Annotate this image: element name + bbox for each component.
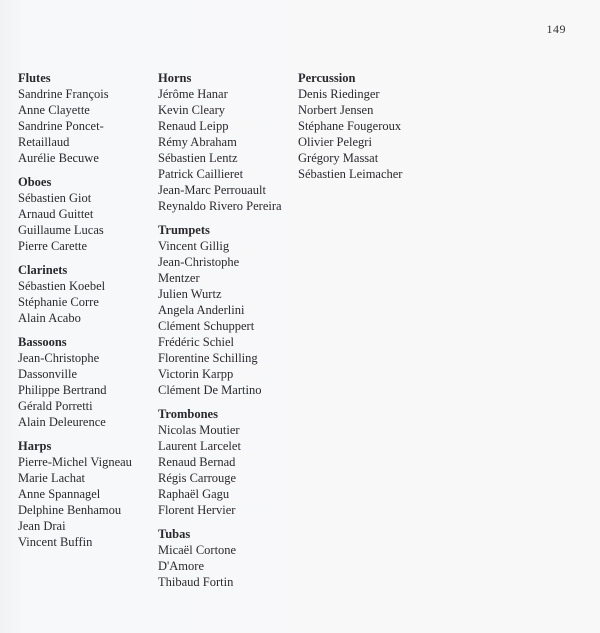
musician-name: Philippe Bertrand <box>18 383 107 397</box>
section-trombones <box>158 406 308 518</box>
musician-name: Florentine Schilling <box>158 351 258 365</box>
name-list <box>158 542 308 590</box>
section-title: Flutes <box>18 71 51 85</box>
musician-name: Guillaume Lucas <box>18 223 104 237</box>
musician-name: Thibaud Fortin <box>158 575 234 589</box>
section-percussion <box>298 70 448 182</box>
musician-name: Anne Clayette <box>18 103 90 117</box>
musician-name: Renaud Leipp <box>158 119 229 133</box>
musician-name: Clément De Martino <box>158 383 262 397</box>
musician-name: Mentzer <box>158 271 200 285</box>
column-1 <box>18 70 168 558</box>
musician-name: Kevin Cleary <box>158 103 225 117</box>
section-flutes <box>18 70 168 166</box>
section-clarinets <box>18 262 168 326</box>
musician-name: Patrick Caillieret <box>158 167 244 181</box>
name-list <box>18 86 168 166</box>
musician-name: Nicolas Moutier <box>158 423 240 437</box>
musician-name: Jean-Christophe <box>158 255 240 269</box>
section-harps <box>18 438 168 550</box>
section-horns <box>158 70 308 214</box>
musician-name: Delphine Benhamou <box>18 503 122 517</box>
musician-name: Frédéric Schiel <box>158 335 235 349</box>
musician-name: Denis Riedinger <box>298 87 380 101</box>
musician-name: Raphaël Gagu <box>158 487 230 501</box>
name-list <box>18 350 168 430</box>
musician-name: Reynaldo Rivero Pereira <box>158 199 282 213</box>
musician-name: Rémy Abraham <box>158 135 237 149</box>
musician-name: Sébastien Leimacher <box>298 167 403 181</box>
musician-name: Anne Spannagel <box>18 487 101 501</box>
section-title: Percussion <box>298 71 356 85</box>
musician-name: Victorin Karpp <box>158 367 234 381</box>
section-title: Trombones <box>158 407 218 421</box>
musician-name: Pierre Carette <box>18 239 88 253</box>
musician-name: Jean-Christophe <box>18 351 100 365</box>
musician-name: Régis Carrouge <box>158 471 237 485</box>
musician-name: Olivier Pelegri <box>298 135 372 149</box>
section-title: Clarinets <box>18 263 68 277</box>
musician-name: Norbert Jensen <box>298 103 374 117</box>
musician-name: Clément Schuppert <box>158 319 255 333</box>
section-tubas <box>158 526 308 590</box>
musician-name: Alain Acabo <box>18 311 81 325</box>
musician-name: Micaël Cortone <box>158 543 237 557</box>
musician-name: Sébastien Lentz <box>158 151 238 165</box>
section-title: Tubas <box>158 527 191 541</box>
musician-name: Alain Deleurence <box>18 415 106 429</box>
column-2 <box>158 70 308 598</box>
musician-name: Renaud Bernad <box>158 455 236 469</box>
name-list <box>18 278 168 326</box>
musician-name: Angela Anderlini <box>158 303 245 317</box>
musician-name: Jérôme Hanar <box>158 87 228 101</box>
musician-name: Stéphane Fougeroux <box>298 119 402 133</box>
section-title: Bassoons <box>18 335 67 349</box>
musician-name: Julien Wurtz <box>158 287 222 301</box>
musician-name: Sandrine Poncet- <box>18 119 104 133</box>
musician-name: Gérald Porretti <box>18 399 93 413</box>
musician-name: Vincent Gillig <box>158 239 230 253</box>
name-list <box>18 454 168 550</box>
page-number: 149 <box>546 22 566 36</box>
musician-name: Florent Hervier <box>158 503 236 517</box>
section-trumpets <box>158 222 308 398</box>
musician-name: Sébastien Koebel <box>18 279 106 293</box>
name-list <box>298 86 448 182</box>
section-bassoons <box>18 334 168 430</box>
musician-name: Aurélie Becuwe <box>18 151 99 165</box>
musician-name: D'Amore <box>158 559 204 573</box>
section-title: Oboes <box>18 175 52 189</box>
section-title: Trumpets <box>158 223 210 237</box>
column-3 <box>298 70 448 190</box>
section-oboes <box>18 174 168 254</box>
section-title: Harps <box>18 439 52 453</box>
musician-name: Dassonville <box>18 367 78 381</box>
musician-name: Retaillaud <box>18 135 70 149</box>
name-list <box>158 238 308 398</box>
musician-name: Sandrine François <box>18 87 109 101</box>
musician-name: Stéphanie Corre <box>18 295 99 309</box>
musician-name: Jean Drai <box>18 519 66 533</box>
musician-name: Vincent Buffin <box>18 535 93 549</box>
musician-name: Arnaud Guittet <box>18 207 94 221</box>
name-list <box>18 190 168 254</box>
name-list <box>158 422 308 518</box>
section-title: Horns <box>158 71 192 85</box>
musician-name: Marie Lachat <box>18 471 85 485</box>
musician-name: Sébastien Giot <box>18 191 92 205</box>
musician-name: Pierre-Michel Vigneau <box>18 455 132 469</box>
musician-name: Laurent Larcelet <box>158 439 241 453</box>
musician-name: Jean-Marc Perrouault <box>158 183 266 197</box>
musician-name: Grégory Massat <box>298 151 379 165</box>
name-list <box>158 86 308 214</box>
